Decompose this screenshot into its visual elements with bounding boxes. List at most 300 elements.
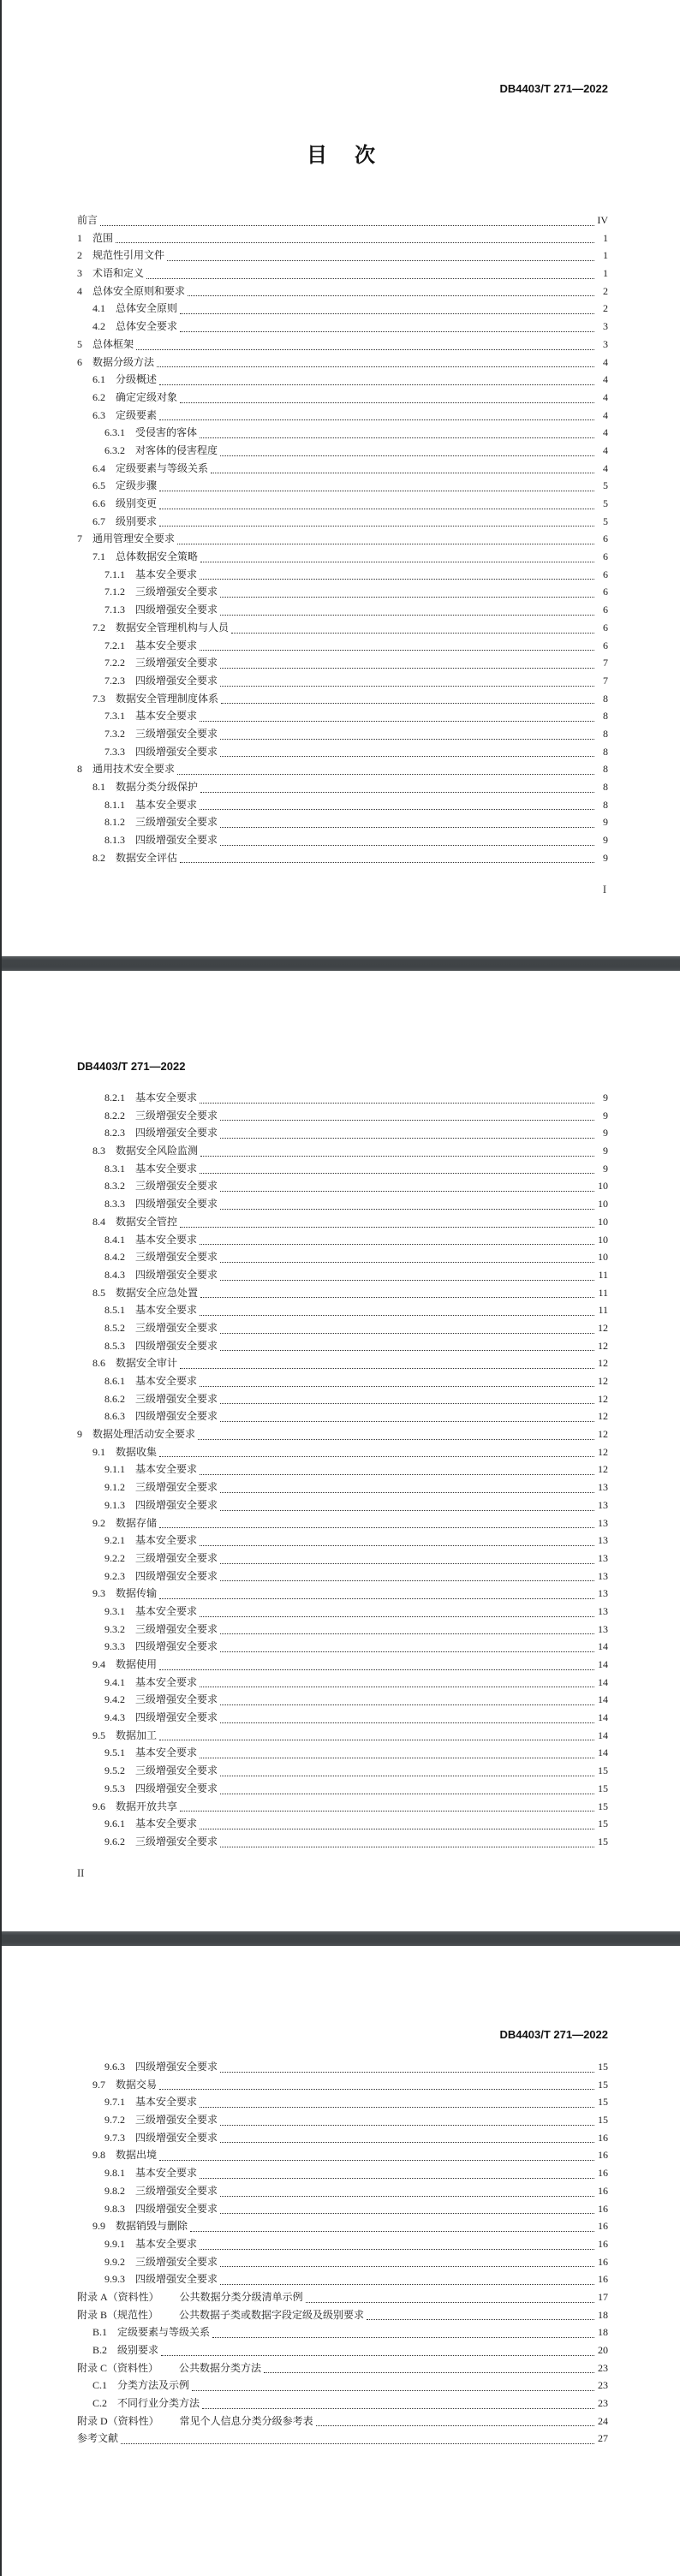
entry-title: 四级增强安全要求 — [135, 2273, 218, 2286]
dot-leader — [212, 2337, 594, 2338]
entry-title: 公共数据分类方法 — [179, 2361, 262, 2374]
entry-title: 四级增强安全要求 — [135, 1569, 218, 1582]
dot-leader — [180, 1811, 594, 1812]
toc-entry — [77, 1478, 608, 1496]
entry-number: 8.3.1 — [104, 1162, 125, 1175]
entry-title: 基本安全要求 — [135, 1092, 198, 1104]
dot-leader — [200, 650, 594, 651]
toc-entry — [77, 1674, 608, 1692]
toc-entry — [77, 336, 608, 354]
entry-page-number: 5 — [603, 515, 608, 527]
entry-number: 8.2.1 — [104, 1092, 125, 1104]
dot-leader — [159, 2089, 594, 2090]
entry-number: 7.1.2 — [104, 586, 125, 598]
dot-leader — [159, 419, 594, 420]
dot-leader — [220, 1633, 594, 1634]
entry-title: 四级增强安全要求 — [135, 745, 218, 758]
toc-entry — [77, 2182, 608, 2200]
dot-leader — [200, 1103, 594, 1104]
entry-number: 9.5.3 — [104, 1782, 125, 1794]
entry-number: 7 — [77, 532, 82, 545]
toc-entry — [77, 583, 608, 601]
entry-page-number: 9 — [603, 834, 608, 847]
entry-page-number: 1 — [603, 249, 608, 262]
toc-entry — [77, 1762, 608, 1780]
entry-title: 四级增强安全要求 — [135, 1711, 218, 1724]
entry-number: 8.1.3 — [104, 834, 125, 847]
entry-title: 数据出境 — [116, 2149, 158, 2162]
entry-number: 9.7.3 — [104, 2131, 125, 2144]
toc-entry — [77, 2058, 608, 2076]
toc-entry — [77, 424, 608, 442]
entry-title: 四级增强安全要求 — [135, 2061, 218, 2073]
entry-title: 术语和定义 — [92, 267, 145, 280]
dot-leader — [190, 2231, 594, 2232]
running-header: DB4403/T 271—2022 — [499, 2028, 608, 2041]
entry-page-number: 2 — [603, 302, 608, 315]
entry-number: 9.7.2 — [104, 2114, 125, 2127]
entry-title: 数据分类分级保护 — [116, 781, 199, 793]
entry-title: 对客体的侵害程度 — [135, 443, 218, 456]
toc-entry — [77, 1284, 608, 1302]
dot-leader — [220, 455, 594, 456]
entry-page-number: 9 — [603, 816, 608, 829]
entry-number: 6.5 — [92, 479, 105, 492]
dot-leader — [220, 827, 594, 828]
entry-page-number: 13 — [598, 1604, 608, 1617]
toc-entry — [77, 672, 608, 690]
entry-number: 9.9.2 — [104, 2255, 125, 2268]
entry-number: 8.5 — [92, 1286, 105, 1299]
toc-entry — [77, 1603, 608, 1621]
entry-page-number: 14 — [598, 1711, 608, 1724]
entry-number: 9.4.2 — [104, 1693, 125, 1706]
dot-leader — [220, 2196, 594, 2197]
toc-entry — [77, 849, 608, 867]
dot-leader — [146, 278, 594, 279]
dot-leader — [220, 2125, 594, 2126]
entry-number: 8.3.2 — [104, 1180, 125, 1193]
toc-entry — [77, 2129, 608, 2147]
dot-leader — [220, 739, 594, 740]
entry-title: 三级增强安全要求 — [135, 2184, 218, 2197]
entry-page-number: 15 — [598, 1817, 608, 1830]
entry-page-number: 15 — [598, 1800, 608, 1812]
running-header: DB4403/T 271—2022 — [499, 82, 608, 95]
entry-title: 数据安全应急处置 — [116, 1286, 199, 1299]
entry-title: 数据安全风险监测 — [116, 1145, 199, 1157]
entry-title: 四级增强安全要求 — [135, 674, 218, 687]
toc-entry — [77, 229, 608, 247]
toc-entry — [77, 1727, 608, 1745]
entry-page-number: 4 — [603, 355, 608, 368]
entry-page-number: 8 — [603, 745, 608, 758]
entry-title: 基本安全要求 — [135, 1463, 198, 1476]
entry-number: 8.6.3 — [104, 1410, 125, 1423]
entry-page-number: 9 — [603, 1109, 608, 1121]
dot-leader — [180, 331, 594, 332]
dot-leader — [180, 1368, 594, 1369]
entry-page-number: 10 — [598, 1215, 608, 1228]
entry-number: 9.7 — [92, 2078, 105, 2091]
entry-title: 基本安全要求 — [135, 1746, 198, 1759]
toc-entry — [77, 548, 608, 566]
entry-title: 基本安全要求 — [135, 2237, 198, 2250]
entry-number: 9.8.2 — [104, 2184, 125, 2197]
toc-entry — [77, 1443, 608, 1461]
entry-page-number: 15 — [598, 2114, 608, 2127]
toc-entry — [77, 1266, 608, 1284]
toc-entry — [77, 1213, 608, 1231]
folio-page-number: II — [77, 1866, 85, 1879]
toc-entry — [77, 619, 608, 637]
dot-leader — [231, 633, 594, 634]
entry-page-number: 12 — [598, 1428, 608, 1441]
toc-entry — [77, 1177, 608, 1195]
entry-page-number: 16 — [598, 2202, 608, 2215]
entry-page-number: 16 — [598, 2220, 608, 2233]
toc-entry — [77, 495, 608, 513]
entry-title: 基本安全要求 — [135, 710, 198, 723]
entry-number: 8.4.3 — [104, 1268, 125, 1281]
toc-entry — [77, 1780, 608, 1798]
entry-title: 确定定级对象 — [116, 390, 178, 403]
dot-leader — [159, 526, 594, 527]
toc-entry — [77, 513, 608, 531]
entry-title: 前言 — [77, 214, 98, 226]
entry-page-number: 23 — [598, 2397, 608, 2410]
toc-entry — [77, 1089, 608, 1107]
dot-leader — [200, 809, 594, 810]
entry-number: 9.7.1 — [104, 2096, 125, 2109]
dot-leader — [306, 2302, 594, 2303]
entry-page-number: 15 — [598, 2078, 608, 2091]
toc-entry — [77, 407, 608, 425]
entry-number: 9.3.1 — [104, 1604, 125, 1617]
dot-leader — [220, 1350, 594, 1351]
entry-page-number: 1 — [603, 267, 608, 280]
entry-title: 四级增强安全要求 — [135, 1198, 218, 1211]
entry-title: 三级增强安全要求 — [135, 1481, 218, 1494]
dot-leader — [157, 366, 594, 367]
entry-title: 基本安全要求 — [135, 798, 198, 811]
entry-title: 四级增强安全要求 — [135, 604, 218, 616]
entry-number: 7.3.1 — [104, 710, 125, 723]
toc-entry — [77, 1372, 608, 1390]
entry-number: 8.5.2 — [104, 1321, 125, 1334]
toc-entry — [77, 1744, 608, 1762]
toc-title: 目 次 — [307, 145, 379, 167]
entry-page-number: 9 — [603, 851, 608, 864]
entry-page-number: 4 — [603, 443, 608, 456]
entry-number: 8.6 — [92, 1357, 105, 1370]
entry-page-number: 8 — [603, 710, 608, 723]
folio-page-number: I — [602, 883, 606, 896]
entry-page-number: 8 — [603, 727, 608, 740]
entry-page-number: 12 — [598, 1445, 608, 1458]
entry-page-number: 9 — [603, 1127, 608, 1139]
entry-page-number: IV — [597, 214, 608, 226]
toc-entry — [77, 1621, 608, 1639]
entry-page-number: 18 — [598, 2326, 608, 2339]
dot-leader — [200, 1315, 594, 1316]
entry-number: 8.1 — [92, 781, 105, 793]
toc-entry — [77, 1195, 608, 1213]
entry-page-number: 5 — [603, 497, 608, 509]
entry-page-number: 4 — [603, 373, 608, 386]
entry-title: 数据安全评估 — [116, 851, 178, 864]
toc-list — [77, 211, 608, 866]
toc-entry — [77, 654, 608, 672]
toc-entry — [77, 371, 608, 389]
entry-number: 9.8.3 — [104, 2202, 125, 2215]
toc-entry — [77, 2323, 608, 2341]
entry-page-number: 12 — [598, 1392, 608, 1405]
entry-title: 数据销毁与删除 — [116, 2220, 188, 2233]
entry-number: 8.3 — [92, 1145, 105, 1157]
entry-page-number: 4 — [603, 461, 608, 474]
entry-page-number: 11 — [598, 1304, 608, 1317]
entry-number: 附录 C（资料性） — [77, 2361, 159, 2374]
toc-entry — [77, 265, 608, 283]
entry-page-number: 6 — [603, 639, 608, 651]
entry-title: 四级增强安全要求 — [135, 1268, 218, 1281]
entry-page-number: 8 — [603, 781, 608, 793]
entry-title: 三级增强安全要求 — [135, 816, 218, 829]
entry-number: 7.1 — [92, 550, 105, 563]
entry-page-number: 12 — [598, 1339, 608, 1352]
entry-number: 9.6.1 — [104, 1817, 125, 1830]
dot-leader — [220, 2213, 594, 2214]
toc-entry — [77, 1691, 608, 1709]
entry-title: 数据传输 — [116, 1587, 158, 1600]
toc-entry — [77, 2093, 608, 2111]
entry-number: 6.7 — [92, 515, 105, 527]
entry-title: 四级增强安全要求 — [135, 1782, 218, 1794]
entry-page-number: 16 — [598, 2131, 608, 2144]
entry-number: 7.2 — [92, 621, 105, 634]
dot-leader — [220, 2072, 594, 2073]
entry-title: 定级步骤 — [116, 479, 158, 492]
dot-leader — [264, 2372, 594, 2373]
entry-title: 基本安全要求 — [135, 1233, 198, 1246]
dot-leader — [198, 1439, 594, 1440]
entry-number: 7.3.3 — [104, 745, 125, 758]
entry-title: 数据收集 — [116, 1445, 158, 1458]
entry-number: 1 — [77, 231, 82, 244]
dot-leader — [159, 1456, 594, 1457]
entry-title: 三级增强安全要求 — [135, 1693, 218, 1706]
entry-title: 参考文献 — [77, 2432, 119, 2445]
toc-entry — [77, 1833, 608, 1851]
entry-title: 数据处理活动安全要求 — [92, 1428, 196, 1441]
entry-title: 基本安全要求 — [135, 1375, 198, 1387]
dot-leader — [200, 2249, 594, 2250]
toc-entry — [77, 2359, 608, 2377]
toc-entry — [77, 1798, 608, 1816]
dot-leader — [220, 1280, 594, 1281]
dot-leader — [220, 1563, 594, 1564]
entry-page-number: 15 — [598, 1764, 608, 1777]
entry-page-number: 9 — [603, 1092, 608, 1104]
toc-entry — [77, 2200, 608, 2218]
entry-number: 5 — [77, 337, 82, 350]
entry-title: 数据安全管控 — [116, 1215, 178, 1228]
entry-title: 三级增强安全要求 — [135, 1764, 218, 1777]
toc-entry — [77, 2270, 608, 2288]
running-header: DB4403/T 271—2022 — [77, 1060, 186, 1073]
toc-entry — [77, 566, 608, 584]
entry-title: 三级增强安全要求 — [135, 1392, 218, 1405]
entry-title: 总体安全原则 — [116, 302, 178, 315]
dot-leader — [200, 1545, 594, 1546]
entry-number: 8.4.2 — [104, 1251, 125, 1264]
dot-leader — [177, 774, 594, 775]
entry-title: 三级增强安全要求 — [135, 586, 218, 598]
entry-page-number: 17 — [598, 2290, 608, 2303]
entry-number: 附录 B（规范性） — [77, 2308, 159, 2321]
entry-page-number: 16 — [598, 2273, 608, 2286]
entry-page-number: 16 — [598, 2167, 608, 2180]
entry-title: 总体安全原则和要求 — [92, 284, 186, 297]
entry-title: 四级增强安全要求 — [135, 1339, 218, 1352]
toc-entry — [77, 442, 608, 460]
dot-leader — [180, 862, 594, 863]
dot-leader — [220, 1403, 594, 1404]
entry-number: 8.4 — [92, 1215, 105, 1228]
entry-number: 9.3 — [92, 1587, 105, 1600]
entry-title: 总体数据安全策略 — [116, 550, 199, 563]
entry-page-number: 4 — [603, 408, 608, 421]
entry-title: 数据安全管理机构与人员 — [116, 621, 230, 634]
dot-leader — [200, 1474, 594, 1475]
entry-page-number: 12 — [598, 1321, 608, 1334]
entry-number: 4 — [77, 284, 82, 297]
entry-title: 四级增强安全要求 — [135, 1498, 218, 1511]
entry-page-number: 9 — [603, 1145, 608, 1157]
toc-entry — [77, 831, 608, 849]
dot-leader — [136, 349, 594, 350]
entry-number: 9.5 — [92, 1728, 105, 1741]
toc-entry — [77, 1142, 608, 1160]
entry-page-number: 7 — [603, 674, 608, 687]
dot-leader — [200, 1386, 594, 1387]
entry-page-number: 6 — [603, 568, 608, 580]
entry-page-number: 14 — [598, 1675, 608, 1688]
entry-title: 数据加工 — [116, 1728, 158, 1741]
entry-number: 7.2.2 — [104, 657, 125, 669]
entry-number: B.2 — [92, 2344, 108, 2356]
entry-page-number: 8 — [603, 692, 608, 705]
entry-title: 公共数据分类分级清单示例 — [179, 2290, 303, 2303]
dot-leader — [220, 1262, 594, 1263]
entry-number: 8.6.2 — [104, 1392, 125, 1405]
dot-leader — [221, 703, 594, 704]
entry-number: 8.2.2 — [104, 1109, 125, 1121]
entry-number: 9.1.2 — [104, 1481, 125, 1494]
entry-page-number: 4 — [603, 426, 608, 439]
entry-number: 9.9 — [92, 2220, 105, 2233]
toc-entry — [77, 1496, 608, 1514]
dot-leader — [220, 1580, 594, 1581]
toc-entry — [77, 1160, 608, 1178]
toc-entry — [77, 1107, 608, 1125]
entry-title: 基本安全要求 — [135, 2167, 198, 2180]
dot-leader — [200, 1244, 594, 1245]
dot-leader — [220, 1492, 594, 1493]
entry-title: 数据分级方法 — [92, 355, 155, 368]
dot-leader — [220, 1138, 594, 1139]
toc-entry — [77, 743, 608, 761]
entry-page-number: 13 — [598, 1498, 608, 1511]
dot-leader — [220, 1651, 594, 1652]
entry-title: 基本安全要求 — [135, 1534, 198, 1547]
dot-leader — [200, 721, 594, 722]
dot-leader — [220, 1191, 594, 1192]
entry-page-number: 16 — [598, 2255, 608, 2268]
entry-title: 公共数据子类或数据字段定级及级别要求 — [179, 2308, 365, 2321]
entry-number: 9.1.3 — [104, 1498, 125, 1511]
entry-page-number: 14 — [598, 1640, 608, 1653]
entry-number: 8.3.3 — [104, 1198, 125, 1211]
dot-leader — [220, 2142, 594, 2143]
entry-number: 9.4 — [92, 1658, 105, 1670]
entry-number: 4.2 — [92, 320, 105, 333]
entry-number: 9.2.3 — [104, 1569, 125, 1582]
entry-number: 附录 D（资料性） — [77, 2414, 159, 2427]
toc-entry — [77, 1638, 608, 1656]
entry-title: 三级增强安全要求 — [135, 2114, 218, 2127]
entry-page-number: 10 — [598, 1251, 608, 1264]
dot-leader — [202, 2408, 594, 2409]
entry-number: 9.8 — [92, 2149, 105, 2162]
toc-entry — [77, 300, 608, 318]
dot-leader — [220, 1120, 594, 1121]
toc-entry — [77, 318, 608, 336]
toc-entry — [77, 1532, 608, 1550]
toc-entry — [77, 211, 608, 229]
entry-page-number: 6 — [603, 604, 608, 616]
dot-leader — [159, 1669, 594, 1670]
toc-entry — [77, 1514, 608, 1532]
toc-entry — [77, 1231, 608, 1249]
dot-leader — [220, 1421, 594, 1422]
entry-page-number: 9 — [603, 1162, 608, 1175]
dot-leader — [200, 579, 594, 580]
entry-number: 9.9.1 — [104, 2237, 125, 2250]
entry-title: 四级增强安全要求 — [135, 2202, 218, 2215]
entry-number: 7.2.1 — [104, 639, 125, 651]
entry-page-number: 18 — [598, 2308, 608, 2321]
toc-page-1 — [0, 0, 680, 956]
entry-number: 8.2.3 — [104, 1127, 125, 1139]
entry-number: 6.3.1 — [104, 426, 125, 439]
entry-title: 基本安全要求 — [135, 639, 198, 651]
entry-number: 6.3.2 — [104, 443, 125, 456]
page-separator — [0, 1931, 680, 1946]
entry-page-number: 12 — [598, 1375, 608, 1387]
entry-number: 8.6.1 — [104, 1375, 125, 1387]
entry-number: 9.6.3 — [104, 2061, 125, 2073]
entry-title: 级别要求 — [116, 515, 158, 527]
entry-title: 三级增强安全要求 — [135, 657, 218, 669]
entry-number: 7.3.2 — [104, 727, 125, 740]
toc-entry — [77, 2288, 608, 2306]
entry-page-number: 6 — [603, 532, 608, 545]
entry-title: 数据安全管理制度体系 — [116, 692, 219, 705]
toc-page-2 — [0, 971, 680, 1931]
dot-leader — [200, 792, 594, 793]
